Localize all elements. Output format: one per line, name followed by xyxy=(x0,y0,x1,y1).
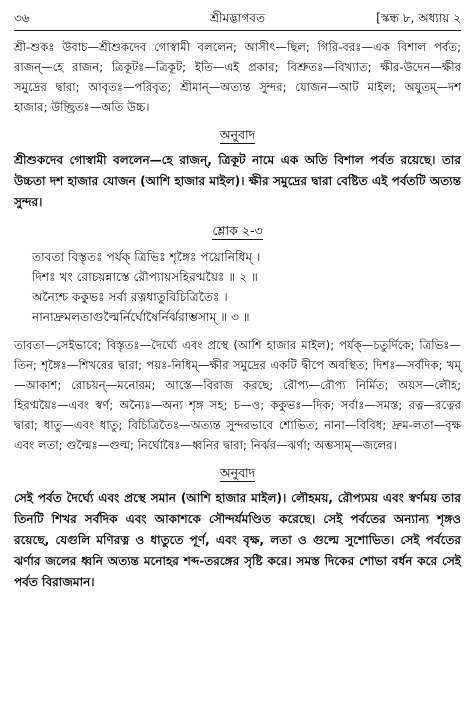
chapter-location: [স্কন্ধ ৮, অধ্যায় ২ xyxy=(376,11,461,25)
verse-text xyxy=(32,247,461,327)
verse-line: দিশঃ খং রোচয়ন্নাস্তে রৌপ্যায়সহিরণ্ময়ৈঃ ॥ ২ ॥ xyxy=(32,270,258,284)
synonyms-verse-1: শ্রী-শুকঃ উবাচ—শ্রীশুকদেব গোস্বামী বললেন; আসীৎ—ছিল; গিরি-বরঃ—এক বিশাল পর্বত; রাজন্—হে রাজন; ত্রিকূটঃ—ত্রিকূট; ইতি—এই প্রকার; বিশ্রুতঃ—বিখ্যাত; ক্ষীর-উদেন—ক্ষীর সমুদ্রের দ্বারা; আবৃতঃ—পরিবৃত; শ্রীমান্—অত্যন্ত সুন্দর; যোজন—আট মাইল; অযুতম্—দশ হাজার; উচ্ছ্রিতঃ—অতি উচ্চ। xyxy=(14,40,461,114)
translation-verse-2-3: সেই পর্বত দৈর্ঘ্যে এবং প্রস্থে সমান (আশি হাজার মাইল)। লৌহময়, রৌপ্যময় এবং স্বর্ণময় তার তিনটি শিখর সর্বদিক এবং আকাশকে সৌন্দর্যমণ্ডিত করেছে। সেই পর্বতের অন্যান্য শৃঙ্গও রয়েছে, যেগুলি মণিরত্ন ও ধাতুতে পূর্ণ, এবং বৃক্ষ, লতা ও গুল্মে সুশোভিত। সেই পর্বতের ঝর্ণার জলের ধ্বনি অত্যন্ত মনোহর শব্দ-তরঙ্গের সৃষ্টি করে। সমস্ত দিকের শোভা বর্ধন করে সেই পর্বত বিরাজমান। xyxy=(14,491,461,589)
header-rule xyxy=(14,30,461,31)
synonyms-verse-2-3: তাবতা—সেইভাবে; বিস্তৃতঃ—দৈর্ঘ্যে এবং প্রস্থে (আশি হাজার মাইল); পর্যক্—চতুর্দিকে; ত্রিভিঃ—তিন; শৃঙ্গৈঃ—শিখরের দ্বারা; পয়ঃ-নিধিম্—ক্ষীর সমুদ্রের একটি দ্বীপে অবস্থিত; দিশঃ—সর্বদিক; খম্—আকাশ; রোচয়ন্—মনোরম; আস্তে—বিরাজ করছে; রৌপ্য—রৌপ্য নির্মিত; অয়স—লৌহ; হিরণ্ময়ৈঃ—এবং স্বর্ণ; অন্যৈঃ—অন্য শৃঙ্গ সহ; চ—ও; ককুভঃ—দিক; সর্বাঃ—সমস্ত; রত্ন—রত্নের দ্বারা; ধাতু—এবং ধাতু; বিচিত্রিতৈঃ—অত্যন্ত সুন্দরভাবে শোভিত; নানা—বিবিধ; দ্রুম-লতা—বৃক্ষ এবং লতা; গুল্মৈঃ—গুল্ম; নির্ঘোষৈঃ—ধ্বনির দ্বারা; নির্ঝর—ঝর্ণা; অম্ভসাম্—জলের। xyxy=(14,338,461,452)
verse-heading: শ্লোক ২-৩ xyxy=(212,223,263,238)
book-title: শ্রীমদ্ভাগবত xyxy=(209,11,265,25)
page-header xyxy=(14,8,461,28)
verse-line: অন্যৈশ্চ ককুভঃ সর্বা রত্নধাতুবিচিত্রিতৈঃ । xyxy=(32,290,228,304)
verse-line: নানাদ্রুমলতাগুল্মৈর্নির্ঘোষৈর্নির্ঝরাম্ভসাম্ ॥ ৩ ॥ xyxy=(32,310,250,324)
page-number: ৩৬ xyxy=(14,11,30,25)
verse-line: তাবতা বিস্তৃতঃ পর্যক্ ত্রিভিঃ শৃঙ্গৈঃ পয়োনিধিম্ । xyxy=(32,250,261,264)
translation-verse-1: শ্রীশুকদেব গোস্বামী বললেন—হে রাজন্, ত্রিকূট নামে এক অতি বিশাল পর্বত রয়েছে। তার উচ্চতা দশ হাজার যোজন (আশি হাজার মাইল)। ক্ষীর সমুদ্রের দ্বারা বেষ্টিত এই পর্বতটি অত্যন্ত সুন্দর। xyxy=(14,153,461,209)
translation-heading-2: অনুবাদ xyxy=(219,465,256,480)
translation-heading-1: অনুবাদ xyxy=(219,127,256,142)
